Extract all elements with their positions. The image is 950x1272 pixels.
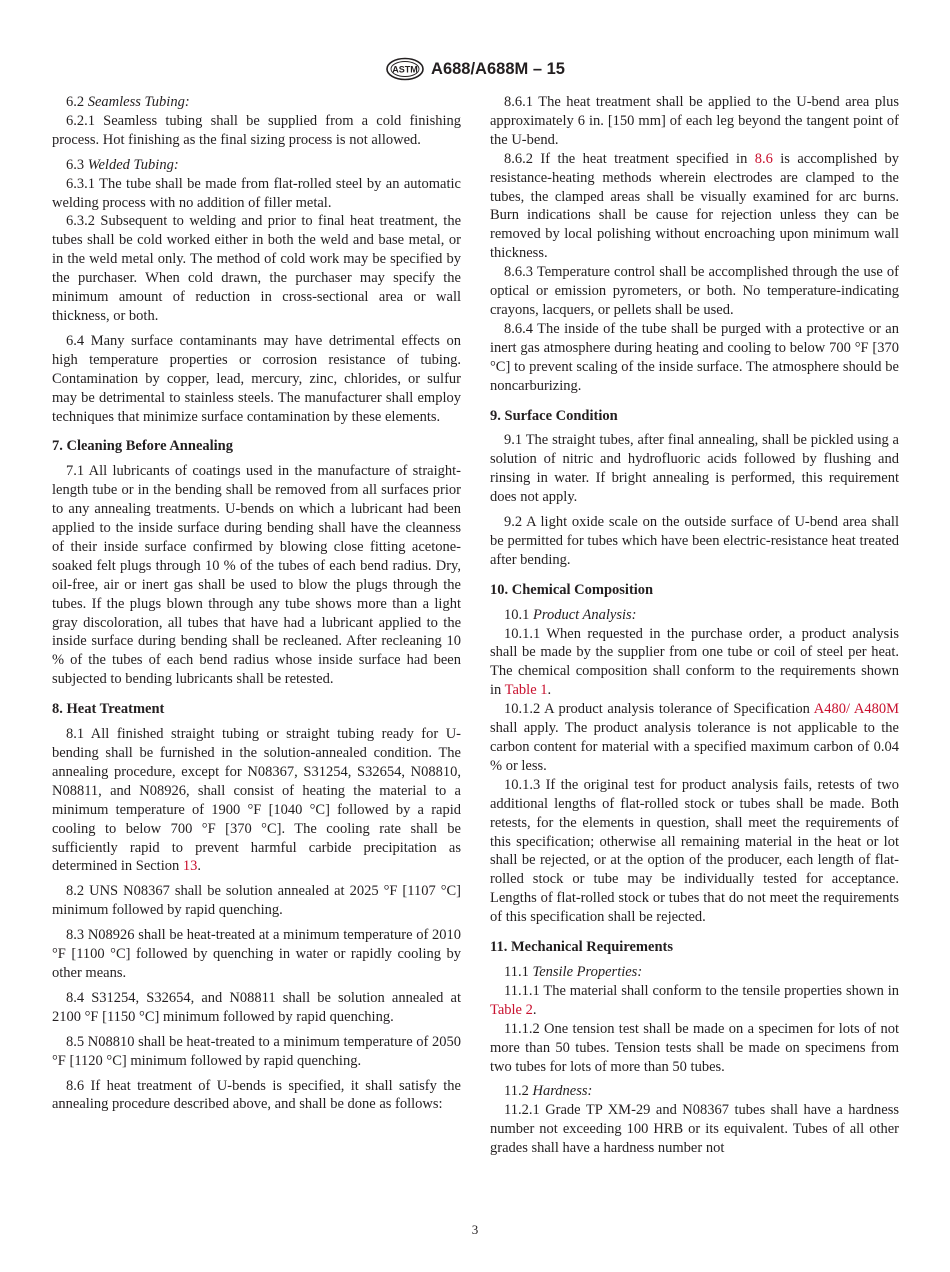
para-11-1-1: 11.1.1 The material shall conform to the tensile properties shown in Table 2. [490, 982, 899, 1018]
para-6-3: 6.3 Welded Tubing: [66, 156, 179, 173]
para-6-3-1: 6.3.1 The tube shall be made from flat-rolled steel by an automatic welding process with no addition of filler metal. [52, 175, 461, 211]
astm-logo-icon [385, 57, 425, 81]
para-8-6-1: 8.6.1 The heat treatment shall be applied to the U-bend area plus approximately 6 in. [150 mm] of each leg beyond the tangent point of the U-bend. [490, 94, 899, 148]
para-11-2: 11.2 Hardness: [504, 1083, 593, 1100]
table-1-link[interactable]: Table 1 [504, 682, 548, 699]
section-7-heading: 7. Cleaning Before Annealing [52, 438, 233, 455]
para-8-4: 8.4 S31254, S32654, and N08811 shall be solution annealed at 2100 °F [1150 °C] minimum followed by rapid quenching. [52, 989, 461, 1025]
para-11-1-2: 11.1.2 One tension test shall be made on a specimen for lots of not more than 50 tubes. Tension tests shall be made on specimens from two tubes for lots of more than 50 tubes. [490, 1020, 899, 1075]
left-column [52, 93, 461, 1114]
svg-text:ASTM: ASTM [392, 64, 418, 75]
para-9-1: 9.1 The straight tubes, after final annealing, shall be pickled using a solution of nitric and hydrofluoric acids followed by flushing and rinsing in water. If bright annealing is performed, this requirement does not apply. [490, 432, 899, 506]
page-number: 3 [471, 1222, 479, 1237]
document-designation: A688/A688M – 15 [431, 59, 565, 78]
para-8-1: 8.1 All finished straight tubing or straight tubing ready for U-bending shall be furnished in the solution-annealed condition. The annealing procedure, except for N08367, S31254, S32654, N08810, N08811, and N08926, shall consist of heating the material to a minimum temperature of 1900 °F [1040 °C] followed by a rapid cooling to below 700 °F [370 °C]. The cooling rate shall be sufficiently rapid to prevent harmful carbide precipitation as determined in Section 13. [52, 726, 461, 875]
page-header [0, 56, 950, 82]
para-10-1: 10.1 Product Analysis: [504, 606, 637, 623]
para-8-6-3: 8.6.3 Temperature control shall be accomplished through the use of optical or emission pyrometers, or both. No temperature-indicating crayons, lacquers, or pellets shall be used. [490, 264, 899, 318]
para-11-1: 11.1 Tensile Properties: [504, 963, 643, 980]
section-13-link[interactable]: 13 [182, 858, 198, 875]
section-8-6-link[interactable]: 8.6 [754, 150, 773, 167]
section-10-heading: 10. Chemical Composition [490, 581, 654, 598]
para-8-5: 8.5 N08810 shall be heat-treated to a minimum temperature of 2050 °F [1120 °C] minimum followed by rapid quenching. [52, 1033, 462, 1069]
para-8-6-4: 8.6.4 The inside of the tube shall be purged with a protective or an inert gas atmosphere during heating and cooling to below 700 °F [370 °C] to prevent scaling of the inside surface. The atmosphere should be noncarburizing. [490, 320, 899, 394]
para-7-1: 7.1 All lubricants of coatings used in the manufacture of straight-length tube or in the bending shall be removed from all surfaces prior to any annealing treatments. U-bends on which a lubricant had been applied to the inside surface during bending shall have the cleanness of their inside surface confirmed by blowing close fitting acetone-soaked felt plugs through 10 % of the tubes of each bend radius. Dry, oil-free, air or inert gas shall be used to blow the plugs through the tubes. If the plugs blown through any tube shows more than a light gray discoloration, all tubes that have had a lubricant applied to the inside surface during bending shall be recleaned. After recleaning 10 % of the tubes of each bend radius whose inside surface had been subjected to bending lubricants shall be retested. [52, 463, 461, 688]
para-8-6: 8.6 If heat treatment of U-bends is specified, it shall satisfy the annealing procedure described above, and shall be done as follows: [52, 1077, 461, 1113]
para-6-3-2: 6.3.2 Subsequent to welding and prior to final heat treatment, the tubes shall be cold worked either in both the weld and base metal, or in the weld metal only. The method of cold work may be specified by the purchaser. When cold drawn, the purchaser may specify the minimum amount of reduction in cross-sectional area or wall thickness, or both. [52, 213, 461, 324]
para-6-2: 6.2 Seamless Tubing: [66, 94, 190, 110]
para-9-2: 9.2 A light oxide scale on the outside surface of U-bend area shall be permitted for tubes which have been electric-resistance heat treated after bending. [490, 514, 899, 568]
a480-link[interactable]: A480/ A480M [813, 701, 899, 718]
right-column [490, 93, 899, 1158]
para-8-6-2: 8.6.2 If the heat treatment specified in 8.6 is accomplished by resistance-heating methods wherein electrodes are clamped to the tubes, the clamped areas shall be visually examined for arc burns. Burn indications shall be cause for rejection unless they can be removed by local polishing without encroaching upon minimum wall thickness. [490, 150, 899, 262]
para-10-1-3: 10.1.3 If the original test for product analysis fails, retests of two additional lengths of flat-rolled stock or tubes shall be made. Both retests, for the elements in question, shall meet the requirements of this specification; otherwise all remaining material in the heat or lot shall be rejected, or at the option of the producer, each length of flat-rolled stock or tube may be individually tested for acceptance. Lengths of flat-rolled stock or tubes that do not meet the requirements of this specification shall be rejected. [490, 776, 899, 926]
section-9-heading: 9. Surface Condition [490, 407, 618, 424]
section-8-heading: 8. Heat Treatment [52, 701, 165, 718]
table-2-link[interactable]: Table 2 [490, 1001, 533, 1018]
para-10-1-1: 10.1.1 When requested in the purchase order, a product analysis shall be made by the supplier from one tube or coil of steel per heat. The chemical composition shall conform to the requirements shown in Table 1. [490, 625, 899, 699]
para-11-2-1: 11.2.1 Grade TP XM-29 and N08367 tubes shall have a hardness number not exceeding 100 HRB or its equivalent. Tubes of all other grades shall have a hardness number not [490, 1102, 899, 1157]
para-10-1-2: 10.1.2 A product analysis tolerance of Specification A480/ A480M shall apply. The product analysis tolerance is not applicable to the carbon content for material with a specified maximum carbon of 0.04 % or less. [490, 701, 899, 774]
para-8-3: 8.3 N08926 shall be heat-treated at a minimum temperature of 2010 °F [1100 °C] followed by quenching in water or rapidly cooling by other means. [52, 927, 461, 981]
section-11-heading: 11. Mechanical Requirements [490, 939, 673, 956]
para-6-4: 6.4 Many surface contaminants may have detrimental effects on high temperature properties or corrosion resistance of tubing. Contamination by copper, lead, mercury, zinc, chlorides, or sulfur may be detrimental to stainless steels. The manufacturer shall employ techniques that minimize surface contamination by these elements. [52, 332, 461, 425]
para-8-2: 8.2 UNS N08367 shall be solution annealed at 2025 °F [1107 °C] minimum followed by rapid quenching. [52, 883, 461, 919]
para-6-2-1: 6.2.1 Seamless tubing shall be supplied from a cold finishing process. Hot finishing as the final sizing process is not allowed. [52, 112, 461, 148]
